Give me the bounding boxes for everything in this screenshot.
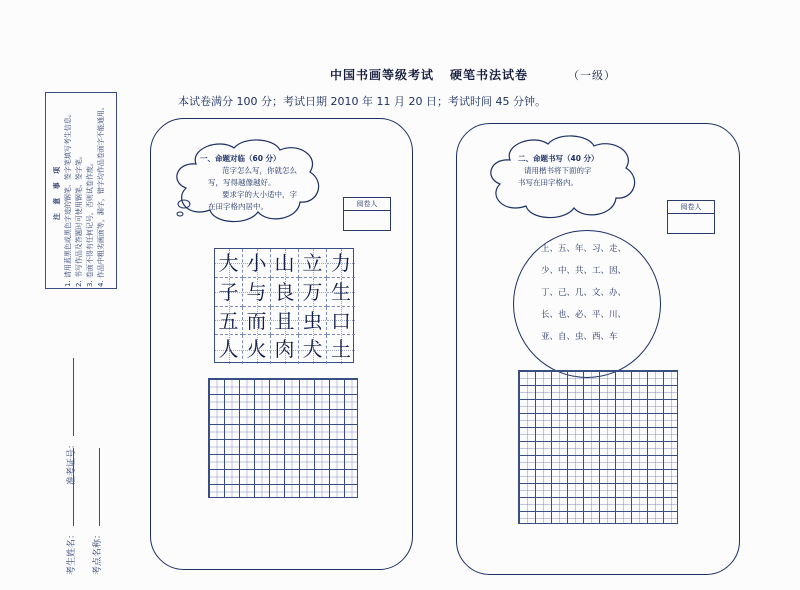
exam-title xyxy=(330,66,616,83)
section2-line: 书写在田字格内。 xyxy=(518,178,578,187)
character-row: 亚、自、虫、西、车 xyxy=(541,332,618,342)
sample-grid xyxy=(214,248,354,363)
notes-heading: 注 意 事 项 xyxy=(53,163,61,221)
sample-char: 子 xyxy=(215,278,243,307)
sample-char: 肉 xyxy=(271,335,299,364)
section1-line: 写，写得越像越好。 xyxy=(208,178,276,187)
section2-instructions xyxy=(518,153,599,189)
sample-char: 良 xyxy=(271,278,299,307)
character-row: 少、中、共、工、因、 xyxy=(541,266,627,276)
exam-info: 本试卷满分 100 分；考试日期 2010 年 11 月 20 日；考试时间 45 分钟。 xyxy=(178,95,546,108)
section1-line: 要求字的大小适中，字 xyxy=(222,190,297,199)
practice-grid-1[interactable] xyxy=(208,378,358,498)
sample-char: 立 xyxy=(299,249,327,278)
sample-char: 土 xyxy=(327,335,355,364)
section1-line: 在田字格内居中。 xyxy=(208,202,268,211)
sample-char: 犬 xyxy=(299,335,327,364)
notes-item: 2. 书写作品及答题时可使用钢笔、签字笔。 xyxy=(75,152,83,287)
section2-line: 请用楷书将下面的字 xyxy=(524,166,592,175)
exam-site-label: 考点名称： xyxy=(93,529,103,575)
character-row: 上、五、年、习、走、 xyxy=(541,244,627,254)
sample-char: 生 xyxy=(327,278,355,307)
exam-level: （一级） xyxy=(568,69,617,82)
notes-item: 1. 请用蓝黑色或黑色字迹的钢笔、签字笔填写考生信息。 xyxy=(64,110,72,287)
candidate-name-field[interactable] xyxy=(64,448,77,575)
character-list xyxy=(541,238,626,348)
sample-char: 且 xyxy=(271,307,299,336)
candidate-name-label: 考生姓名： xyxy=(67,529,77,575)
exam-site-line[interactable] xyxy=(92,448,100,526)
notes-item: 4. 作品中粗劣画面等，漏字，错字均作品卷面字不能通用。 xyxy=(97,103,105,287)
sample-char: 而 xyxy=(243,307,271,336)
sample-char: 小 xyxy=(243,249,271,278)
sample-char: 口 xyxy=(327,307,355,336)
section1-reviewer-label: 阅卷人 xyxy=(344,198,390,211)
section1-line: 范字怎么写，你就怎么 xyxy=(222,166,297,175)
notes-content xyxy=(52,97,114,287)
section1-heading: 一、命题对临（60 分） xyxy=(200,154,281,163)
notes-box xyxy=(45,92,117,289)
section2-reviewer-label: 阅卷人 xyxy=(668,201,714,214)
section1-reviewer-box[interactable] xyxy=(343,197,391,231)
section2-heading: 二、命题书写（40 分） xyxy=(518,154,599,163)
sample-char: 万 xyxy=(299,278,327,307)
sample-char: 大 xyxy=(215,249,243,278)
section1-instructions xyxy=(200,153,297,213)
notes-item: 3. 卷面不得有任何记号，否则试卷作废。 xyxy=(86,159,94,287)
exam-site-field[interactable] xyxy=(90,448,103,575)
character-row: 丁、己、几、文、办、 xyxy=(541,288,627,298)
sample-char: 与 xyxy=(243,278,271,307)
sample-char: 人 xyxy=(215,335,243,364)
section2-reviewer-box[interactable] xyxy=(667,200,715,234)
exam-title-main: 中国书画等级考试 xyxy=(330,68,435,82)
sample-char: 虫 xyxy=(299,307,327,336)
sample-char: 山 xyxy=(271,249,299,278)
sample-char: 火 xyxy=(243,335,271,364)
exam-title-sub: 硬笔书法试卷 xyxy=(450,68,529,82)
character-row: 长、也、必、平、川、 xyxy=(541,310,627,320)
sample-char: 五 xyxy=(215,307,243,336)
candidate-id-label: 准考证号： xyxy=(67,439,77,485)
practice-grid-2[interactable] xyxy=(518,370,678,524)
candidate-id-line[interactable] xyxy=(66,358,74,436)
candidate-name-line[interactable] xyxy=(66,448,74,526)
sample-char: 力 xyxy=(327,249,355,278)
